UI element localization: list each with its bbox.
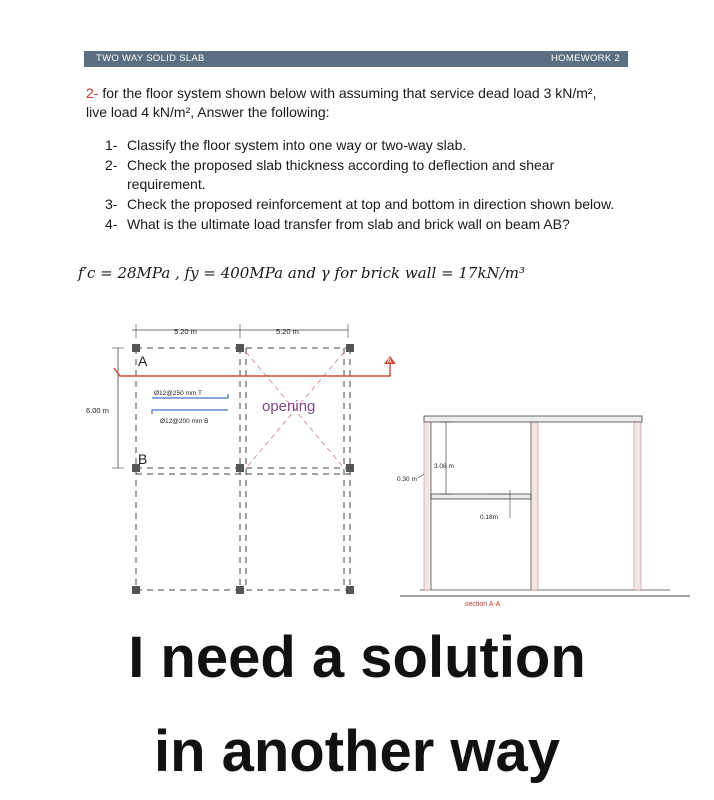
question-item [105,195,625,214]
question-text: Check the proposed slab thickness according to deflection and shear requirement. [127,157,555,192]
opening-label: opening [262,398,316,415]
plan-height-label: 6.00 m [86,406,109,415]
section-caption: section A-A [465,601,501,608]
section-view [400,416,690,596]
question-text: What is the ultimate load transfer from slab and brick wall on beam AB? [127,216,570,232]
plan-span1-label: 5.20 m [174,327,197,336]
question-number: 3- [105,196,118,212]
question-number: 1- [105,137,118,153]
question-item [105,136,625,155]
plan-span2-label: 5.20 m [276,327,299,336]
question-item [105,156,625,194]
material-formula: f′c = 28MPa , fy = 400MPa and γ for brick wall = 17kN/m³ [78,264,525,282]
question-text: Classify the floor system into one way or two-way slab. [127,137,467,153]
header-title: TWO WAY SOLID SLAB [96,53,205,64]
question-item [105,215,625,234]
section-height-label: 3.08 m [434,463,454,470]
problem-intro [86,84,606,122]
question-list [105,136,625,235]
section-marker-label: A [387,358,392,365]
question-text: Check the proposed reinforcement at top and bottom in direction shown below. [127,196,615,212]
question-number: 4- [105,216,118,232]
structural-drawing [70,318,690,610]
document-header [84,51,628,67]
problem-number: 2- [86,85,99,101]
section-slab-label: 0.30 m [397,476,417,483]
floor-plan [112,324,396,594]
request-note-line1: I need a solution [128,625,586,690]
problem-text: for the floor system shown below with assuming that service dead load 3 kN/m², live load 4 kN/m², Answer the following: [86,85,597,120]
request-note-line2: in another way [153,719,561,784]
point-a-label: A [138,353,148,369]
section-thickness-label: 0.18m [480,514,499,521]
rebar-bottom-label: Ø12@200 mm B [160,418,209,425]
point-b-label: B [138,451,148,467]
header-homework: HOMEWORK 2 [551,53,620,64]
question-number: 2- [105,157,118,173]
rebar-top-label: Ø12@250 mm T [154,390,203,397]
